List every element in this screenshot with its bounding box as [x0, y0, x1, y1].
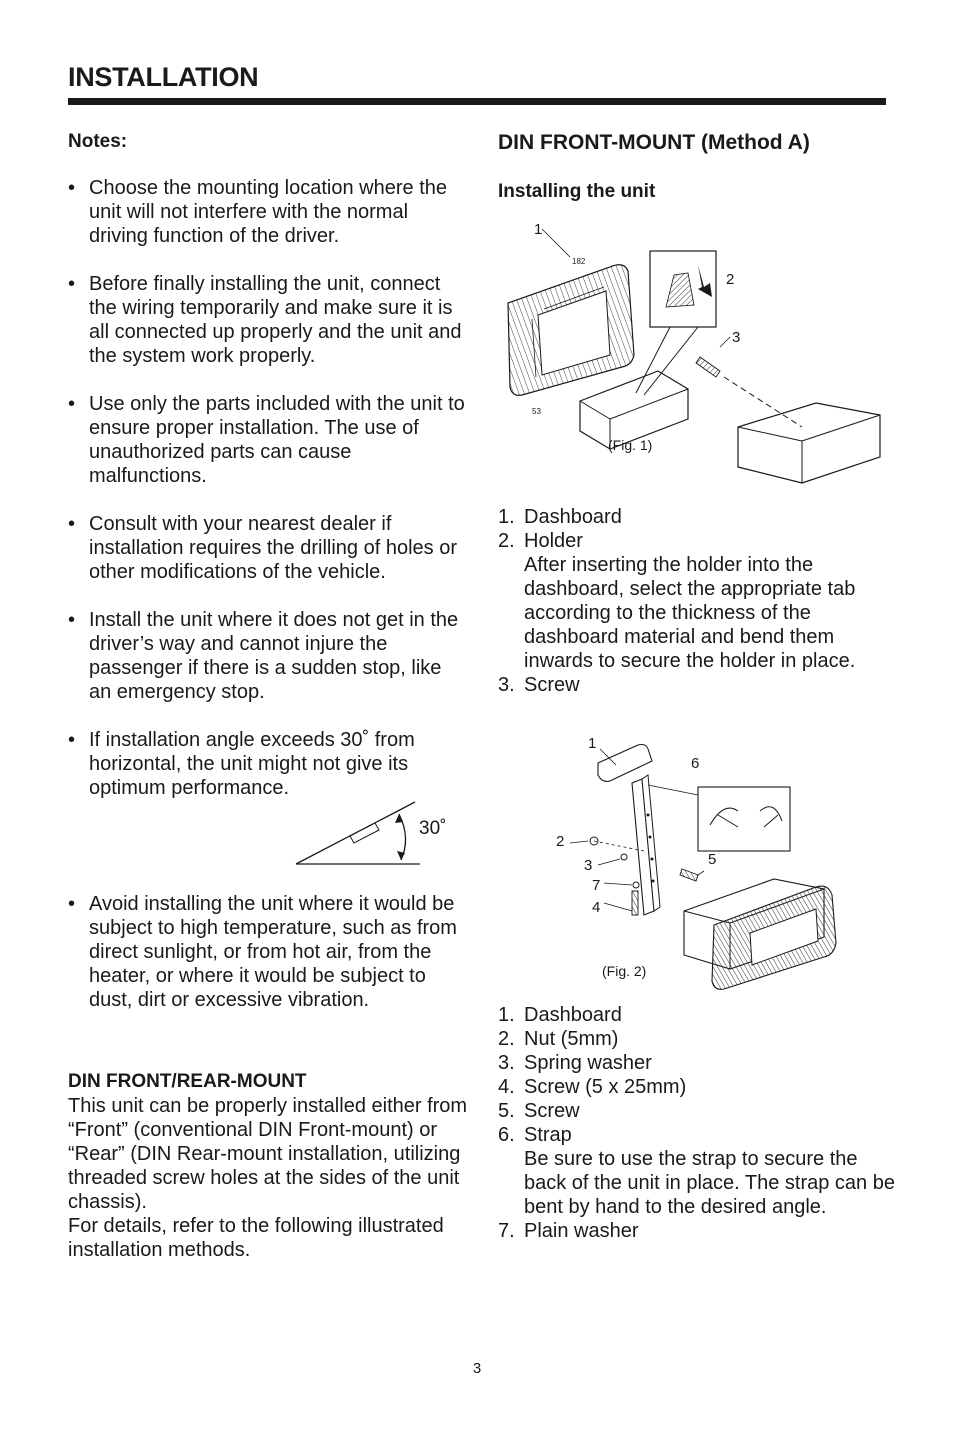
note-text: Install the unit where it does not get in the driver’s way and cannot injure the passenger if there is a sudden stop, like an emergency stop. [89, 609, 459, 703]
list-number: 2. [498, 1028, 515, 1050]
figure-1 [498, 205, 898, 515]
figure-2 [498, 715, 898, 1035]
list-item-note [498, 553, 898, 673]
list-text: Strap [524, 1124, 572, 1146]
angle-label: 30˚ [419, 818, 447, 839]
note-text: Avoid installing the unit where it would be subject to high temperature, such as from direct sunlight, or from hot air, from the heater, or where it would be subject to dust, dirt or excessive vibration. [89, 893, 457, 1011]
list-text: Dashboard [524, 506, 622, 528]
bullet-glyph: • [68, 273, 76, 295]
fig1-dim-height: 53 [532, 407, 541, 416]
fig2-label-3: 3 [584, 857, 593, 874]
list-number: 3. [498, 674, 515, 696]
parts-list-1 [498, 505, 898, 697]
fig2-label-7: 7 [592, 877, 601, 894]
note-item [68, 272, 468, 368]
note-item [68, 176, 468, 248]
fig1-label-3: 3 [732, 329, 741, 346]
parts-list-2 [498, 1003, 898, 1243]
list-item [498, 1123, 898, 1147]
list-number: 1. [498, 506, 515, 528]
fig1-caption: (Fig. 1) [608, 437, 653, 453]
fig1-dim-width: 182 [572, 257, 586, 266]
page-title: INSTALLATION [68, 62, 259, 92]
list-item [498, 505, 898, 529]
note-text: Consult with your nearest dealer if installation requires the drilling of holes or other modifications of the vehicle. [89, 513, 457, 583]
fig2-label-2: 2 [556, 833, 565, 850]
left-column [68, 131, 468, 1262]
front-rear-heading: DIN FRONT/REAR-MOUNT [68, 1071, 307, 1092]
list-text: Holder [524, 530, 583, 552]
list-item [498, 529, 898, 553]
list-number: 7. [498, 1220, 515, 1242]
list-item [498, 1003, 898, 1027]
list-text: Plain washer [524, 1220, 639, 1242]
note-item [68, 892, 468, 1012]
list-number: 5. [498, 1100, 515, 1122]
list-number: 3. [498, 1052, 515, 1074]
angle-diagram-graphic [68, 798, 468, 876]
bullet-glyph: • [68, 893, 76, 915]
list-text: Nut (5mm) [524, 1028, 619, 1050]
angle-diagram [68, 798, 468, 876]
note-text: If installation angle exceeds 30˚ from horizontal, the unit might not give its optimum performance. [89, 729, 415, 799]
list-number: 1. [498, 1004, 515, 1026]
bullet-glyph: • [68, 609, 76, 631]
list-number: 6. [498, 1124, 515, 1146]
bullet-glyph: • [68, 513, 76, 535]
list-text: Screw [524, 1100, 580, 1122]
fig2-label-5: 5 [708, 851, 717, 868]
fig2-label-1: 1 [588, 735, 597, 752]
note-text: Choose the mounting location where the unit will not interfere with the normal driving function of the driver. [89, 177, 448, 247]
note-item [68, 392, 468, 488]
method-a-heading: DIN FRONT-MOUNT (Method A) [498, 131, 810, 154]
list-text: Spring washer [524, 1052, 652, 1074]
note-item [68, 608, 468, 704]
fig1-label-2: 2 [726, 271, 735, 288]
front-rear-text: This unit can be properly installed either from “Front” (conventional DIN Front-mount) or “Rear” (DIN Rear-mount installation, utilizing threaded screw holes at the sides of the unit chassis). [68, 1095, 468, 1213]
list-item-note [498, 1147, 898, 1219]
list-text: Be sure to use the strap to secure the back of the unit in place. The strap can be bent by hand to the desired angle. [524, 1148, 895, 1218]
front-rear-text-2: For details, refer to the following illustrated installation methods. [68, 1215, 444, 1261]
notes-heading: Notes: [68, 131, 128, 152]
page-number: 3 [472, 1360, 482, 1377]
fig2-label-6: 6 [691, 755, 700, 772]
fig2-caption: (Fig. 2) [602, 963, 647, 979]
bullet-glyph: • [68, 177, 76, 199]
list-item [498, 1219, 898, 1243]
figure-1-drawing [498, 205, 898, 515]
fig2-label-4: 4 [592, 899, 601, 916]
list-item [498, 1051, 898, 1075]
list-text: Screw [524, 674, 580, 696]
installing-unit-heading: Installing the unit [498, 181, 656, 202]
list-item [498, 1099, 898, 1123]
fig1-label-1: 1 [534, 221, 543, 238]
note-item [68, 512, 468, 584]
list-item [498, 1075, 898, 1099]
list-number: 4. [498, 1076, 515, 1098]
note-text: Before finally installing the unit, connect the wiring temporarily and make sure it is all connected up properly and the unit and the system work properly. [89, 273, 462, 367]
note-item [68, 728, 468, 800]
list-text: Screw (5 x 25mm) [524, 1076, 687, 1098]
list-text: Dashboard [524, 1004, 622, 1026]
list-item [498, 1027, 898, 1051]
right-column [498, 131, 898, 1243]
note-text: Use only the parts included with the unit to ensure proper installation. The use of unauthorized parts can cause malfunctions. [89, 393, 465, 487]
bullet-glyph: • [68, 729, 76, 751]
list-text: After inserting the holder into the dashboard, select the appropriate tab according to the thickness of the dashboard material and bend them inwards to secure the holder in place. [524, 554, 856, 672]
bullet-glyph: • [68, 393, 76, 415]
title-rule [68, 98, 886, 105]
list-item [498, 673, 898, 697]
list-number: 2. [498, 530, 515, 552]
